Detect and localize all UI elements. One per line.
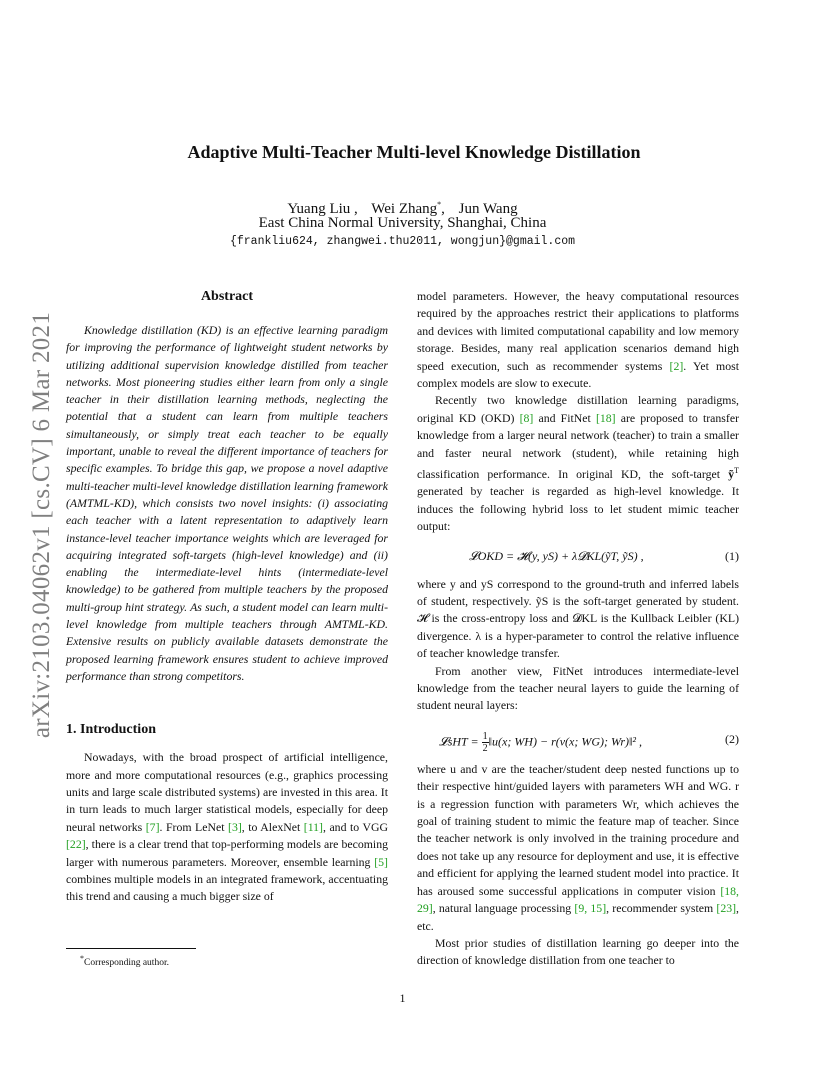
body-paragraph: where u and v are the teacher/student deep nested functions up to their respective hint/guided layers with parameters WH and WG. r is a regression function with parameters Wr, which achieves the goal of training student to mimic the feature map of teacher. Since the teacher network is only involved in the training procedure and does not take up any resource for deployment and use, it is effective and efficient for applying the learned student model into practice. It has aroused some successful applications in computer vision [18, 29], natural language processing [9, 15], recommender system [23], etc. (417, 761, 739, 933)
right-column (417, 288, 739, 970)
author-list: Yuang Liu , Wei Zhang*, Jun Wang (287, 200, 518, 217)
body-paragraph: Most prior studies of distillation learning go deeper into the direction of knowledge distillation from one teacher to (417, 935, 739, 968)
paper-title: Adaptive Multi-Teacher Multi-level Knowledge Distillation (187, 142, 641, 162)
corresponding-mark: * (437, 200, 442, 209)
citation-link[interactable]: [5] (374, 854, 388, 869)
author-2: Wei Zhang (371, 201, 438, 217)
arxiv-id: arXiv:2103.04062v1 [cs.CV] 6 Mar 2021 (28, 311, 55, 739)
citation-link[interactable]: [7] (145, 819, 160, 834)
citation-link[interactable]: [23] (716, 901, 737, 916)
equation-number: (2) (725, 731, 739, 746)
intro-heading: 1. Introduction (66, 722, 156, 738)
citation-link[interactable]: [8] (519, 410, 534, 425)
citation-link[interactable]: [11] (303, 819, 323, 834)
author-emails: {frankliu624, zhangwei.thu2011, wongjun}@gmail.com (229, 235, 576, 248)
body-paragraph: Recently two knowledge distillation learning paradigms, original KD (OKD) [8] and FitNet [18] are proposed to transfer knowledge from a larger neural network (teacher) to train a smaller and faster neural network (student), while retaining high classification performance. In original KD, the soft-target ỹ$^T$ generated by teacher is regarded as high-level knowledge. It induces the following hybrid loss to let student mimic teacher output: (417, 393, 739, 534)
left-column (66, 288, 388, 906)
equation-number: (1) (725, 548, 739, 563)
equation-1 (417, 542, 739, 572)
footnote: *Corresponding author. (80, 954, 169, 969)
citation-link[interactable]: [3] (228, 819, 242, 834)
citation-link[interactable]: [18] (595, 410, 616, 425)
body-paragraph: model parameters. However, the heavy computational resources required by the approaches restrict their applications to platforms and devices with limited computational capability and low memory storage. Besides, many real application scenarios demand high speed execution, such as recommender systems [2]. Yet most complex models are slow to execute. (417, 289, 739, 391)
citation-link[interactable]: [2] (669, 358, 684, 373)
citation-link[interactable]: [9, 15] (574, 901, 607, 916)
citation-link[interactable]: [22] (66, 837, 86, 852)
body-paragraph: where y and yS correspond to the ground-truth and inferred labels of student, respectively. ỹS is the soft-target generated by student. 𝓗 is the cross-entropy loss and 𝓓KL is the Kullback Leibler (KL) divergence. λ is a hyper-parameter to control the relative influence of teacher knowledge transfer. (417, 576, 739, 661)
equation-expression: 𝓛OKD = 𝓗(y, yS) + λ𝓓KL(ỹT, ỹS) , (469, 548, 644, 563)
page-number: 1 (399, 991, 406, 1005)
footnote-rule (66, 948, 196, 949)
equation-2 (417, 721, 739, 757)
abstract-heading: Abstract (200, 289, 254, 304)
affiliation: East China Normal University, Shanghai, China (258, 215, 547, 231)
arxiv-stamp (22, 290, 62, 760)
intro-paragraph: Nowadays, with the broad prospect of artificial intelligence, more and more computational resources (e.g., graphics processing units and large scale distributed systems) are invested in this area. It in turn leads to much larger statistical models, especially for deep neural networks [7]. From LeNet [3], to AlexNet [11], and to VGG [22], there is a clear trend that top-performing models are becoming larger with numerous parameters. Moreover, ensemble learning [5] combines multiple models in an integrated framework, accentuating this trend and causing a much bigger size of (66, 750, 389, 904)
equation-expression: 𝓛sHT = $\frac{1}{2}$ ‖u(x; WH) − r(v(x; WG); Wr)‖² , (439, 730, 642, 754)
author-3: Jun Wang (458, 201, 518, 217)
author-1: Yuang Liu , (287, 201, 358, 217)
abstract-text: Knowledge distillation (KD) is an effective learning paradigm for improving the performance of lightweight student networks by utilizing additional supervision knowledge distilled from teacher networks. Most pioneering studies either learn from only a single teacher in their distillation learning methods, neglecting the potential that a student can learn from multiple teachers simultaneously, or simply treat each teacher to be equally important, unable to reveal the different importance of teachers for specific examples. To bridge this gap, we propose a novel adaptive multi-teacher multi-level knowledge distillation learning framework (AMTML-KD), which consists two novel insights: (i) associating each teacher with a latent representation to adaptively learn instance-level teacher importance weights which are leveraged for acquiring integrated soft-targets (high-level knowledge) and (ii) enabling the intermediate-level hints (intermediate-level knowledge) to be gathered from multiple teachers by the proposed multi-group hint strategy. As such, a student model can learn multi-level knowledge from multiple teachers through AMTML-KD. Extensive results on publicly available datasets demonstrate the proposed learning framework ensures student to achieve improved performance than strong competitors. (66, 323, 388, 683)
citation-link[interactable]: [18, 29] (417, 883, 739, 916)
body-paragraph: From another view, FitNet introduces intermediate-level knowledge from the teacher neural layers to guide the learning of student neural layers: (417, 663, 739, 713)
